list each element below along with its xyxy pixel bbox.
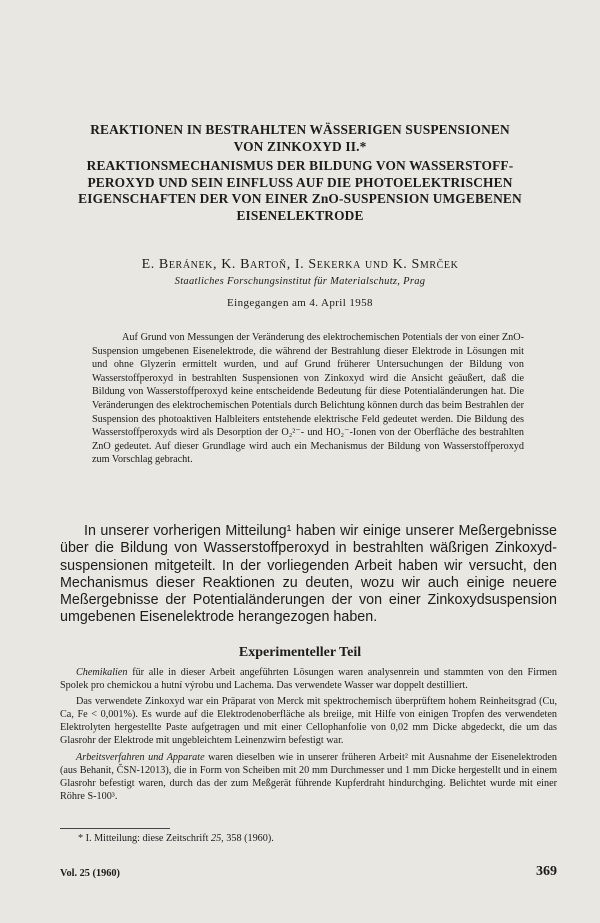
- procedure-lead: Arbeitsverfahren und Apparate: [76, 751, 205, 763]
- section-heading: Experimenteller Teil: [238, 645, 362, 660]
- institution: Staatliches Forschungsinstitut für Materialschutz, Prag: [174, 276, 426, 287]
- subtitle-line-4: EISENELEKTRODE: [236, 207, 364, 223]
- procedure-paragraph: [60, 751, 557, 803]
- footnote-text: * I. Mitteilung: diese Zeitschrift: [78, 833, 209, 844]
- footnote-divider: [60, 828, 170, 829]
- abstract: Auf Grund von Messungen der Veränderung des elektrochemischen Potentials der von einer ZnO-Suspension umgebenen Eisenelektrode, die während der Bestrahlung dieser Elektrode in Lösungen mit und ohne Glyzerin ermittelt wurden, und auf Grund früherer Untersuchungen der Bildung von Wasserstoffperoxyd in bestrahlten Suspensionen von Zinkoxyd wird die Ansicht geäußert, daß die Bildung von Wasserstoffperoxyd keine entscheidende Bedeutung für diese Potentialänderungen hat. Die Veränderungen des elektrochemischen Potentials durch Belichtung können durch das beim Bestrahlen der Suspension des photoaktiven Halbleiters entstehende elektrische Feld gedeutet werden. Die Bildung des Wasserstoffperoxyds wird als Desorption der O₂²⁻- und HO₂⁻-Ionen von der Oberfläche des bestrahlten ZnO gedeutet. Auf dieser Grundlage wird auch ein Mechanismus der Bildung von Wasserstoffperoxyd zum Vorschlag gebracht.: [92, 332, 524, 466]
- journal-volume: Vol. 25 (1960): [60, 868, 120, 879]
- subtitle-line-1: REAKTIONSMECHANISMUS DER BILDUNG VON WASSERSTOFF-: [86, 158, 514, 174]
- author-list: E. Beránek, K. Bartoň, I. Sekerka und K. Smrček: [141, 257, 459, 272]
- footnote: [78, 833, 274, 844]
- footnote-pages: 358 (1960).: [226, 833, 274, 844]
- footnote-volume: 25,: [210, 833, 224, 844]
- chemicals-paragraph: [60, 666, 557, 692]
- procedure-text: waren dieselben wie in unserer früheren Arbeit² mit Ausnahme der Eisenelektroden (aus Behanit, ČSN-12013), die in Form von Scheiben mit 20 mm Durchmesser und 1 mm Dicke hergestellt und in einem Glasrohr befestigt waren, durch das der zum Meßgerät führende Kupferdraht hindurchging. Belichtet wurde mit einer Röhre S-100³.: [60, 751, 557, 802]
- introduction-paragraph: In unserer vorherigen Mitteilung¹ haben wir einige unserer Meßergebnisse über die Bildung von Wasserstoffperoxyd in bestrahlten wäßrigen Zinkoxyd-suspensionen mitgeteilt. In der vorliegenden Arbeit haben wir versucht, den Mechanismus dieser Reaktionen zu deuten, wozu wir auch einige neuere Meßergebnisse der Potentialänderungen der von einer Zinkoxydsuspension umgebenen Eisenelektrode herangezogen haben.: [60, 523, 557, 626]
- subtitle-line-3: EIGENSCHAFTEN DER VON EINER ZnO-SUSPENSION UMGEBENEN: [78, 191, 522, 207]
- page-number: 369: [536, 864, 557, 879]
- title-line-1: REAKTIONEN IN BESTRAHLTEN WÄSSERIGEN SUSPENSIONEN: [90, 122, 510, 137]
- zinc-oxide-paragraph: Das verwendete Zinkoxyd war ein Präparat von Merck mit spektrochemisch überprüftem hohem Reinheitsgrad (Cu, Ca, Fe < 0,001%). Es wurde auf die Elektrodenoberfläche als breiige, mit Hilfe von einigen Tropfen des verwendeten Elektrolyten hergestellte Paste aufgetragen und mit einer Cellophanfolie von 0,02 mm Dicke abgedeckt, die um das Glasrohr der Elektrode mit ungebleichtem Leinenzwirn befestigt war.: [60, 696, 557, 747]
- chemicals-text: für alle in dieser Arbeit angeführten Lösungen waren analysenrein und stammten von den Firmen Spolek pro chemickou a hutní výrobu und Lachema. Das verwendete Wasser war doppelt destilliert.: [60, 667, 557, 692]
- experimental-section: [60, 666, 557, 803]
- subtitle-line-2: PEROXYD UND SEIN EINFLUSS AUF DIE PHOTOELEKTRISCHEN: [87, 174, 513, 190]
- title-line-2: VON ZINKOXYD II.*: [233, 138, 367, 154]
- chemicals-lead: Chemikalien: [76, 667, 128, 678]
- article-title: [40, 122, 560, 225]
- received-date: Eingegangen am 4. April 1958: [227, 297, 373, 309]
